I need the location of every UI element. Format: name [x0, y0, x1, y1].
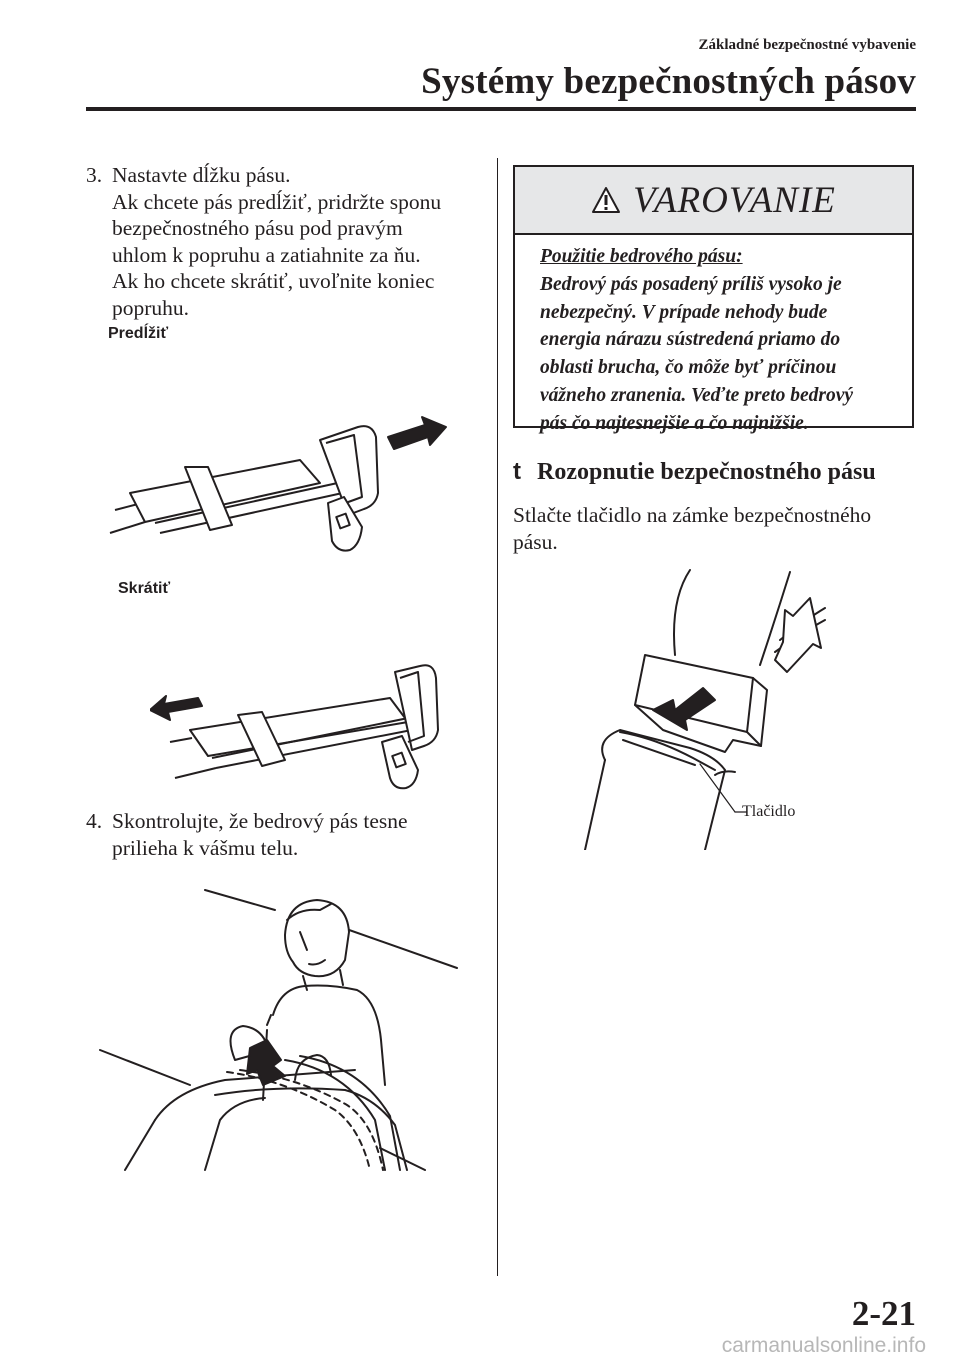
watermark: carmanualsonline.info [721, 1334, 926, 1357]
section-text [513, 502, 871, 555]
step-4-line: prilieha k vášmu telu. [112, 835, 299, 860]
button-label: Tlačidlo [742, 803, 796, 820]
buckle-release-illustration [575, 560, 835, 850]
section-line: Stlačte tlačidlo na zámke bezpečnostného [513, 503, 872, 527]
step-3-line: popruhu. [112, 295, 190, 320]
step-3-line: Nastavte dĺžku pásu. [112, 163, 291, 187]
chapter-title: Základné bezpečnostné vybavenie [698, 37, 916, 53]
warning-triangle-icon [591, 186, 621, 214]
section-heading-text: Rozopnutie bezpečnostného pásu [537, 459, 876, 485]
step-3 [86, 162, 441, 321]
warning-header [515, 167, 912, 235]
step-3-line: bezpečnostného pásu pod pravým [112, 216, 403, 240]
warning-text [515, 235, 912, 438]
warning-title: VAROVANIE [633, 179, 836, 221]
warning-subtitle: Použitie bedrového pásu: [540, 246, 743, 267]
belt-lengthen-illustration [100, 405, 460, 565]
step-4-line: Skontrolujte, že bedrový pás tesne [112, 809, 408, 833]
section-marker: t [513, 458, 521, 485]
lengthen-caption: Predĺžiť [108, 325, 169, 342]
step-3-number: 3. [86, 163, 103, 187]
step-3-line: uhlom k popruhu a zatiahnite za ňu. [112, 242, 421, 267]
warning-line: nebezpečný. V prípade nehody bude [540, 301, 828, 323]
section-line: pásu. [513, 529, 558, 554]
step-4 [86, 808, 408, 861]
warning-line: oblasti brucha, čo môže byť príčinou [540, 357, 837, 379]
warning-line: vážneho zranenia. Veďte preto bedrový [540, 384, 854, 406]
shorten-caption: Skrátiť [118, 580, 171, 597]
header-rule [86, 107, 916, 111]
belt-shorten-illustration [150, 660, 450, 800]
column-divider [497, 158, 498, 1276]
page-title: Systémy bezpečnostných pásov [421, 61, 916, 102]
section-heading [513, 458, 876, 486]
warning-line: pás čo najtesnejšie a čo najnižšie. [540, 412, 809, 434]
page-number: 2-21 [851, 1294, 916, 1333]
warning-line: Bedrový pás posadený príliš vysoko je [540, 273, 842, 295]
warning-line: energia nárazu sústredená priamo do [540, 329, 841, 351]
step-3-line: Ak ho chcete skrátiť, uvoľnite koniec [112, 269, 435, 293]
warning-box [513, 165, 914, 434]
step-4-number: 4. [86, 809, 103, 833]
lap-belt-check-illustration [95, 880, 465, 1180]
step-3-line: Ak chcete pás predĺžiť, pridržte sponu [112, 189, 442, 214]
